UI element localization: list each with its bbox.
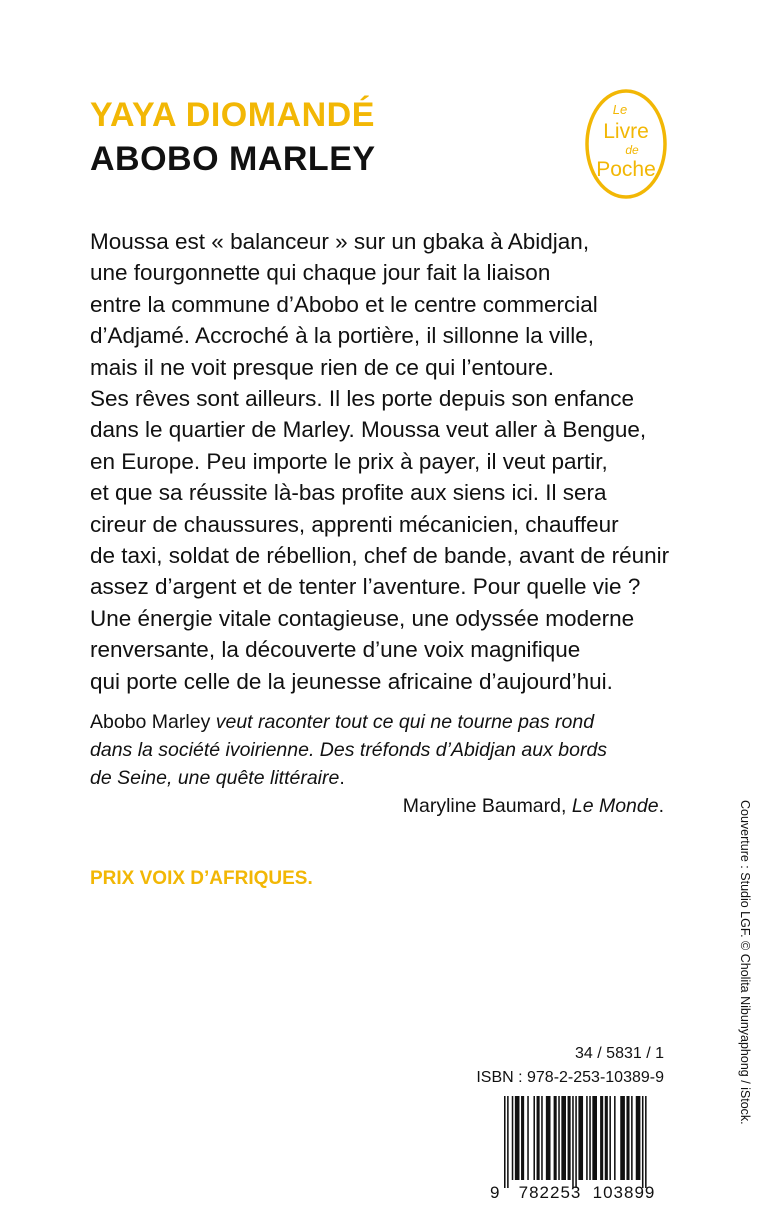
summary-line: dans le quartier de Marley. Moussa veut aller à Bengue, [90, 417, 647, 443]
logo-text-poche: Poche [596, 158, 656, 181]
logo-text-de: de [625, 143, 639, 157]
barcode-bar [572, 1096, 574, 1188]
barcode-bar [537, 1096, 540, 1180]
barcode-bar [609, 1096, 611, 1180]
summary-line: et que sa réussite là-bas profite aux siens ici. Il sera [90, 480, 607, 506]
barcode-group-left: 782253 [518, 1183, 582, 1200]
quote-text: de Seine, une quête littéraire [90, 767, 340, 789]
barcode-bar [507, 1096, 509, 1188]
quote-publication: Le Monde [571, 795, 659, 817]
quote-source-period: . [658, 795, 664, 817]
barcode-bar [592, 1096, 597, 1180]
summary-line: de taxi, soldat de rébellion, chef de bande, avant de réunir [90, 543, 670, 569]
quote-book-title: Abobo Marley [90, 711, 216, 733]
cover-credit: Couverture : Studio LGF. © Cholita Nibunyaphong / iStock. [738, 800, 752, 1125]
summary-line: Ses rêves sont ailleurs. Il les porte depuis son enfance [90, 386, 635, 412]
book-summary [90, 226, 669, 697]
summary-line: cireur de chaussures, apprenti mécanicien, chauffeur [90, 511, 619, 537]
summary-line: d’Adjamé. Accroché à la portière, il sillonne la ville, [90, 323, 594, 349]
barcode-bar [527, 1096, 529, 1180]
barcode-bar [631, 1096, 633, 1180]
summary-line: une fourgonnette qui chaque jour fait la liaison [90, 260, 551, 286]
barcode-bar [642, 1096, 644, 1188]
barcode-bar [586, 1096, 588, 1180]
barcode-bar [533, 1096, 535, 1180]
summary-line: qui porte celle de la jeunesse africaine d’aujourd’hui. [90, 668, 613, 694]
quote-text: veut raconter tout ce qui ne tourne pas rond [215, 711, 595, 733]
barcode-bar [636, 1096, 641, 1180]
prize-label: PRIX VOIX D’AFRIQUES. [90, 868, 313, 889]
barcode-group-right: 103899 [592, 1183, 656, 1200]
summary-line: en Europe. Peu importe le prix à payer, il veut partir, [90, 448, 608, 474]
barcode-bar [578, 1096, 583, 1180]
press-quote [90, 708, 607, 792]
barcode-bar [620, 1096, 625, 1180]
le-livre-de-poche-logo [584, 88, 668, 200]
barcode-bar [614, 1096, 616, 1180]
barcode-bar [521, 1096, 524, 1180]
barcode-bar [561, 1096, 566, 1180]
quote-source [403, 792, 664, 820]
summary-line: Une énergie vitale contagieuse, une odyssée moderne [90, 605, 635, 631]
isbn-number: ISBN : 978-2-253-10389-9 [476, 1069, 664, 1086]
quote-line [90, 708, 607, 736]
barcode-digit-first: 9 [490, 1183, 500, 1200]
publisher-codes [476, 1042, 664, 1090]
summary-line: renversante, la découverte d’une voix magnifique [90, 637, 581, 663]
quote-line [90, 764, 607, 792]
barcode-bar [541, 1096, 543, 1180]
summary-line: assez d’argent et de tenter l’aventure. Pour quelle vie ? [90, 574, 641, 600]
barcode-bar [546, 1096, 551, 1180]
summary-line: Moussa est « balanceur » sur un gbaka à Abidjan, [90, 229, 590, 254]
logo-text-livre: Livre [603, 120, 649, 143]
barcode-bar [515, 1096, 520, 1180]
barcode-bar [575, 1096, 577, 1188]
quote-period: . [339, 767, 345, 789]
barcode-bar [568, 1096, 571, 1180]
barcode-bar [589, 1096, 591, 1180]
quote-author: Maryline Baumard, [402, 795, 572, 817]
barcode-bar [504, 1096, 506, 1188]
barcode-bar [626, 1096, 629, 1180]
book-title: ABOBO MARLEY [90, 140, 376, 178]
reference-number: 34 / 5831 / 1 [575, 1045, 664, 1062]
barcode-bar [558, 1096, 560, 1180]
summary-line: mais il ne voit presque rien de ce qui l’entoure. [90, 354, 555, 380]
barcode-bar [512, 1096, 514, 1180]
barcode-bar [645, 1096, 647, 1188]
summary-line: entre la commune d’Abobo et le centre commercial [90, 291, 598, 317]
barcode-bar [554, 1096, 557, 1180]
barcode [488, 1096, 666, 1200]
barcode-bar [600, 1096, 603, 1180]
barcode-bars [504, 1096, 647, 1188]
quote-line: dans la société ivoirienne. Des tréfonds d’Abidjan aux bords [90, 739, 608, 761]
author-name: YAYA DIOMANDÉ [90, 96, 375, 134]
barcode-bar [605, 1096, 608, 1180]
logo-text-le: Le [612, 102, 628, 117]
